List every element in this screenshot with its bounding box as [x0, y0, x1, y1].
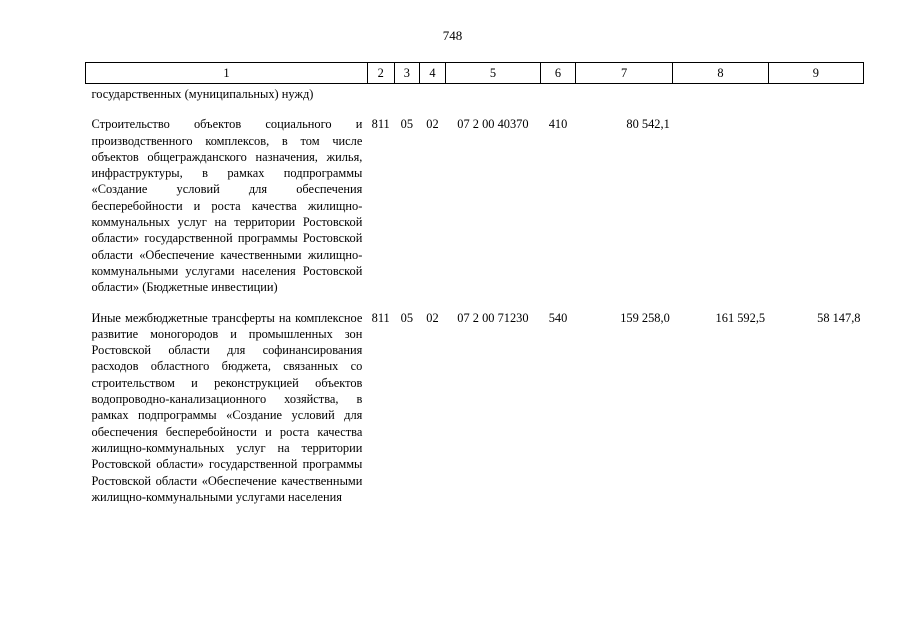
row-col-3	[394, 84, 420, 117]
row-col-9	[768, 84, 863, 117]
row-col-4	[420, 84, 446, 117]
row-col-9: 58 147,8	[817, 310, 861, 325]
row-col-4: 02	[426, 117, 439, 132]
row-col-5: 07 2 00 40370	[457, 117, 529, 132]
row-col-2: 811	[371, 310, 390, 325]
row-description: государственных (муниципальных) нужд)	[91, 87, 314, 101]
row-description: Иные межбюджетные трансферты на комплексное развитие моногородов и промышленных зон Ростовской области для софинансирования расходов областного бюджета, связанных со строительством и реконструкцией объектов водопроводно-канализационного хозяйства, в рамках подпрограммы «Создание условий для обеспечения бесперебойности и роста качества жилищно-коммунальных услуг на территории Ростовской области» государственной программы Ростовской области «Обеспечение качественными жилищно-коммунальными услугами населения	[91, 310, 363, 504]
budget-table	[85, 62, 864, 519]
row-col-3: 05	[400, 117, 414, 132]
row-col-7	[575, 84, 672, 117]
row-col-7: 159 258,0	[620, 310, 670, 325]
row-col-6	[541, 84, 576, 117]
row-col-8	[673, 84, 768, 117]
row-col-3: 05	[400, 310, 414, 325]
row-col-5: 07 2 00 71230	[457, 310, 529, 325]
row-col-8	[673, 116, 768, 309]
row-col-7: 80 542,1	[626, 117, 670, 132]
header-col-4: 4	[420, 63, 446, 84]
row-col-4: 02	[426, 310, 439, 325]
row-col-2	[367, 84, 394, 117]
header-col-9: 9	[768, 63, 863, 84]
row-col-5	[445, 84, 540, 117]
row-col-2: 811	[371, 117, 390, 132]
row-col-6: 410	[548, 117, 568, 132]
header-col-7: 7	[575, 63, 672, 84]
header-col-2: 2	[367, 63, 394, 84]
header-col-3: 3	[394, 63, 420, 84]
row-col-8: 161 592,5	[715, 310, 766, 325]
row-description: Строительство объектов социального и производственного комплексов, в том числе объектов общегражданского назначения, жилья, инфраструктуры, в рамках подпрограммы «Создание условий для обеспечения бесперебойности и роста качества жилищно-коммунальных услуг на территории Ростовской области» государственной программы Ростовской области «Обеспечение качественными жилищно-коммунальными услугами населения Ростовской области» (Бюджетные инвестиции)	[91, 117, 363, 295]
table-row	[86, 310, 864, 520]
row-col-9	[768, 116, 863, 309]
header-col-1: 1	[86, 63, 368, 84]
header-col-6: 6	[541, 63, 576, 84]
row-col-6: 540	[548, 310, 568, 325]
header-col-5: 5	[445, 63, 540, 84]
page-number: 748	[442, 28, 463, 43]
table-row	[86, 116, 864, 309]
table-row	[86, 84, 864, 117]
header-col-8: 8	[673, 63, 768, 84]
table-header-row	[86, 63, 864, 84]
